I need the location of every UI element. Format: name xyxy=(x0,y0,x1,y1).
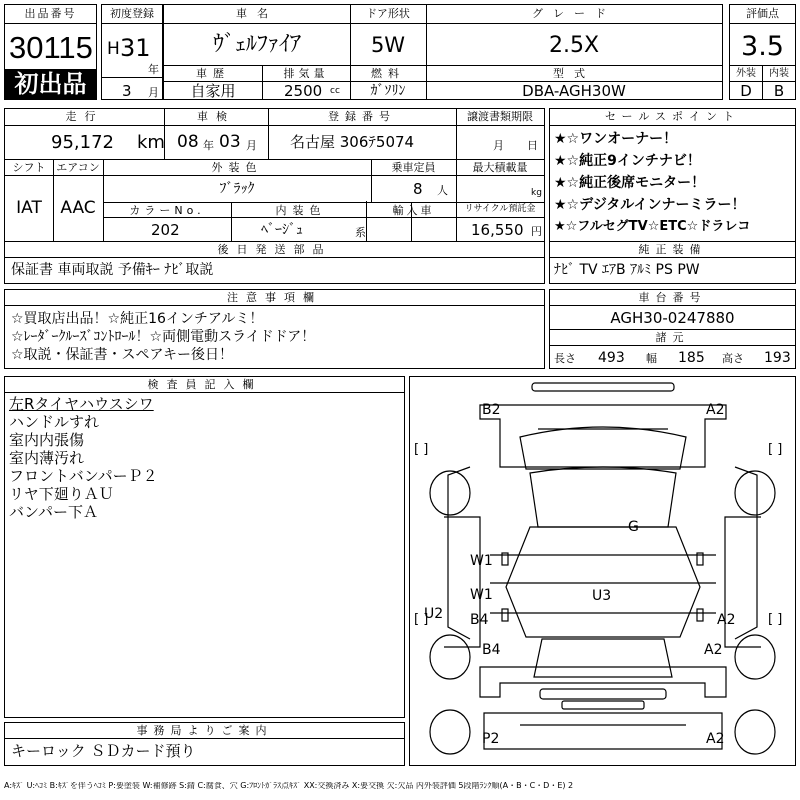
inspector-label: 検査員記入欄 xyxy=(147,378,262,391)
note-line: ☆買取店出品！☆純正16インチアルミ！ xyxy=(11,311,264,327)
inspector-line: リヤ下廻りＡＵ xyxy=(9,485,114,503)
lot-number: 30115 xyxy=(9,30,93,65)
color-label: 外装色 xyxy=(211,161,263,174)
load-unit: kg xyxy=(531,188,542,198)
transfer-month-unit: 月 xyxy=(493,139,504,152)
transfer-day-unit: 日 xyxy=(527,139,538,152)
damage-mark: W1 xyxy=(470,553,493,569)
fuel: ｶﾞｿﾘﾝ xyxy=(370,83,406,99)
model-code: DBA-AGH30W xyxy=(522,82,626,100)
reg-year: 31 xyxy=(120,34,151,62)
sales-point: ★☆フルセグTV☆ETC☆ドラレコ xyxy=(554,219,751,234)
damage-mark: P2 xyxy=(482,731,500,747)
shift: IAT xyxy=(16,198,42,218)
details-box xyxy=(4,108,545,284)
damage-mark: U3 xyxy=(592,588,612,604)
mileage-unit: km xyxy=(137,132,165,153)
height: 193 xyxy=(764,350,791,366)
plate-number: 名古屋 306ﾃ5074 xyxy=(290,133,415,151)
color-number: 202 xyxy=(151,221,180,239)
load-label: 最大積載量 xyxy=(472,161,528,174)
width: 185 xyxy=(678,350,705,366)
note-line: ☆取説・保証書・スペアキー後日！ xyxy=(11,347,233,363)
bracket-right-mid: [ ] xyxy=(768,612,783,627)
damage-mark: U2 xyxy=(424,606,444,622)
sales-point: ★☆純正後席モニター！ xyxy=(554,175,706,191)
inspection-label: 車検 xyxy=(197,110,235,123)
first-registration-box xyxy=(101,4,163,100)
exterior-label: 外装 xyxy=(736,68,756,79)
transfer-label: 譲渡書類期限 xyxy=(467,110,533,123)
office-label: 事務局よりご案内 xyxy=(136,724,273,737)
equipment-label: 純正装備 xyxy=(638,243,707,256)
reg-month: 3 xyxy=(122,82,132,100)
shift-label: シフト xyxy=(12,161,46,174)
inspection-month-unit: 月 xyxy=(246,139,257,152)
sales-points-box xyxy=(549,108,796,284)
inspector-line: バンパー下Ａ xyxy=(9,503,98,521)
score-label: 評価点 xyxy=(746,7,779,20)
door-label: ドア形状 xyxy=(366,7,410,20)
later-parts-label: 後日発送部品 xyxy=(217,243,332,256)
interior-color-label: 内装色 xyxy=(275,204,327,217)
dimensions-label: 諸元 xyxy=(655,331,690,344)
length-label: 長さ xyxy=(554,352,576,365)
car-body-diagram xyxy=(410,377,795,765)
exterior-grade: D xyxy=(740,82,752,100)
exterior-color: ﾌﾞﾗｯｸ xyxy=(219,181,255,197)
reg-year-unit: 年 xyxy=(148,63,159,76)
interior-label: 内装 xyxy=(769,68,789,79)
recycle-unit: 円 xyxy=(531,225,542,238)
chassis-label: 車台番号 xyxy=(638,291,707,304)
inspector-line: 室内内張傷 xyxy=(9,431,85,449)
vehicle-header-box xyxy=(163,4,723,100)
history: 自家用 xyxy=(190,82,236,100)
inspector-line: フロントバンパーＰ２ xyxy=(9,467,158,485)
aircon-label: エアコン xyxy=(56,161,100,174)
import-label: 輸入車 xyxy=(392,204,435,217)
damage-mark: A2 xyxy=(717,612,736,628)
inspection-year: 08 xyxy=(177,132,199,152)
grade: 2.5X xyxy=(548,33,600,58)
capacity-unit: 人 xyxy=(437,184,448,197)
inspector-line: ハンドルすれ xyxy=(9,413,100,431)
notes-box xyxy=(4,289,545,369)
inspector-line: 左Rタイヤハウスシワ xyxy=(9,395,154,413)
recycle-label: リサイクル預託金 xyxy=(464,204,536,214)
sales-point: ★☆デジタルインナーミラー！ xyxy=(554,197,746,213)
damage-mark: A2 xyxy=(706,402,725,418)
note-line: ☆ﾚｰﾀﾞｰｸﾙｰｽﾞｺﾝﾄﾛｰﾙ！☆両側電動スライドドア！ xyxy=(11,329,316,345)
chassis-box xyxy=(549,289,796,369)
lot-number-box xyxy=(4,4,97,100)
office-box xyxy=(4,722,405,766)
door-type: 5W xyxy=(370,33,406,57)
sales-points-label: セールスポイント xyxy=(604,110,740,123)
inspection-year-unit: 年 xyxy=(203,139,214,152)
bracket-right-top: [ ] xyxy=(768,442,783,457)
height-label: 高さ xyxy=(722,352,744,365)
damage-mark: A2 xyxy=(706,731,725,747)
mileage: 95,172 xyxy=(51,132,114,153)
length: 493 xyxy=(598,350,625,366)
history-label: 車歴 xyxy=(196,67,230,80)
width-label: 幅 xyxy=(646,352,657,365)
bracket-left-top: [ ] xyxy=(414,442,429,457)
first-listing-badge: 初出品 xyxy=(5,69,96,100)
inspector-box xyxy=(4,376,405,718)
interior-color-unit: 系 xyxy=(355,226,366,239)
interior-color: ﾍﾞｰｼﾞｭ xyxy=(261,222,303,238)
later-parts: 保証書 車両取説 予備ｷｰ ﾅﾋﾞ取説 xyxy=(11,262,214,278)
lot-number-label: 出品番号 xyxy=(24,7,77,20)
grade-label: グレード xyxy=(532,7,616,20)
era: H xyxy=(107,39,120,59)
car-name: ｳﾞｪﾙﾌｧｲｱ xyxy=(212,32,301,57)
car-name-label: 車名 xyxy=(236,7,278,20)
notes-label: 注意事項欄 xyxy=(227,291,322,304)
interior-grade: B xyxy=(773,82,785,100)
damage-mark: B4 xyxy=(470,612,489,628)
equipment: ﾅﾋﾞ TV ｴｱB ｱﾙﾐ PS PW xyxy=(554,262,700,278)
damage-mark: B4 xyxy=(482,642,501,658)
damage-mark: W1 xyxy=(470,587,493,603)
office-note: キーロック ＳＤカード預り xyxy=(11,742,196,760)
chassis-number: AGH30-0247880 xyxy=(610,309,735,327)
damage-legend: A:ｷｽﾞ U:ﾍｺﾐ B:ｷｽﾞを伴うﾍｺﾐ P:要塗装 W:補修跡 S:錆 C:腐食、穴 G:ﾌﾛﾝﾄｶﾞﾗｽ点ｷｽﾞ XX:交換済み X:要交換 欠:欠品 内外装評価 5段階ﾗﾝｸ順(A・B・C・D・E) 2 xyxy=(4,782,574,790)
recycle-deposit: 16,550 xyxy=(471,221,524,239)
bracket-left-mid: [ ] xyxy=(414,612,429,627)
displacement: 2500 xyxy=(284,82,323,100)
inspection-month: 03 xyxy=(219,132,241,152)
overall-score: 3.5 xyxy=(741,31,784,62)
sales-point: ★☆ワンオーナー！ xyxy=(554,131,678,147)
displacement-label: 排気量 xyxy=(283,67,329,80)
mileage-label: 走行 xyxy=(65,110,104,123)
capacity-label: 乗車定員 xyxy=(391,161,436,174)
model-label: 型式 xyxy=(553,67,595,80)
damage-diagram-box xyxy=(409,376,796,766)
aircon: AAC xyxy=(60,198,96,218)
displacement-unit: cc xyxy=(330,86,340,96)
sales-point: ★☆純正9インチナビ！ xyxy=(554,153,701,169)
color-no-label: カラーNo. xyxy=(129,204,205,217)
capacity: 8 xyxy=(413,180,423,198)
damage-mark: B2 xyxy=(482,402,501,418)
inspector-line: 室内薄汚れ xyxy=(9,449,85,467)
fuel-label: 燃料 xyxy=(371,67,405,80)
reg-month-unit: 月 xyxy=(148,86,159,99)
damage-mark: G xyxy=(628,519,639,535)
score-box xyxy=(729,4,796,100)
plate-label: 登録番号 xyxy=(328,110,396,123)
first-registration-label: 初度登録 xyxy=(110,7,154,20)
damage-mark: A2 xyxy=(704,642,723,658)
